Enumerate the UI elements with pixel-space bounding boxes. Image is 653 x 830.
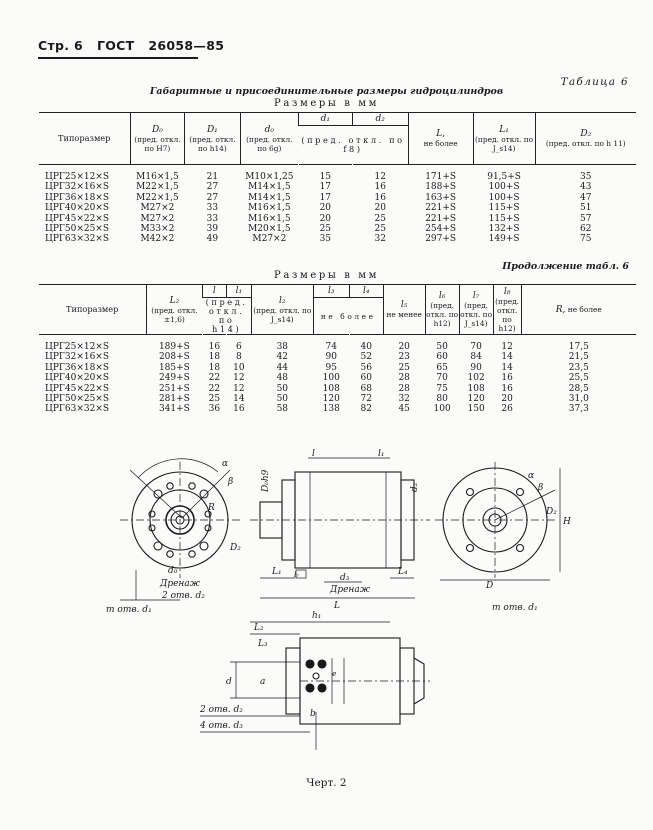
cell-value: 32 bbox=[398, 394, 410, 405]
cell-type: ЦРГ36×18×S bbox=[45, 192, 110, 203]
cell-value: 100 bbox=[322, 373, 340, 384]
table-row bbox=[39, 182, 637, 192]
cell-value: 12 bbox=[501, 342, 513, 352]
label-m-holes-d1-right: m отв. d₁ bbox=[492, 603, 538, 613]
cell-value: 65 bbox=[436, 362, 448, 373]
label-d0: d₀ bbox=[168, 566, 178, 576]
cell-value: 38 bbox=[276, 342, 289, 352]
label-m-holes-d1: m отв. d₁ bbox=[106, 605, 152, 615]
cell-value: 189+S bbox=[158, 342, 190, 352]
label-4-holes-d3: 4 отв. d₃ bbox=[200, 721, 243, 731]
th-R: R, не более bbox=[521, 285, 636, 335]
cell-value: 62 bbox=[580, 224, 592, 235]
label-e: e bbox=[332, 669, 337, 678]
cell-value: 251+S bbox=[158, 383, 190, 394]
cell-value: 149+S bbox=[488, 234, 520, 245]
cell-value: 80 bbox=[436, 394, 448, 405]
cell-value: 12 bbox=[233, 373, 245, 384]
cell-value: 60 bbox=[436, 352, 448, 363]
cell-type: ЦРГ25×12×S bbox=[45, 342, 110, 352]
th-D0: D₀ (пред. откл. по Н7) bbox=[130, 113, 184, 165]
cell-type: ЦРГ36×18×S bbox=[45, 362, 110, 373]
cell-value: 33 bbox=[206, 213, 219, 224]
table-row bbox=[39, 234, 637, 244]
cell-value: 95 bbox=[325, 362, 337, 373]
th-type: Типоразмер bbox=[39, 113, 131, 165]
cell-value: 25 bbox=[374, 224, 386, 235]
label-2-holes-d2: 2 отв. d₂ bbox=[162, 591, 205, 601]
cell-value: 75 bbox=[580, 234, 592, 245]
cell-value: 43 bbox=[580, 182, 592, 193]
cell-value: 49 bbox=[206, 234, 219, 245]
cell-value: 35 bbox=[319, 234, 332, 245]
cell-value: 58 bbox=[276, 404, 289, 415]
cell-value: 21 bbox=[206, 172, 219, 182]
label-l1: l₁ bbox=[378, 449, 385, 459]
table-row bbox=[39, 193, 637, 203]
table-row bbox=[39, 384, 637, 394]
cell-value: 18 bbox=[208, 362, 221, 373]
label-b: b bbox=[310, 709, 316, 719]
label-h1: h₁ bbox=[312, 611, 322, 621]
cell-value: 20 bbox=[398, 342, 410, 352]
label-D2-left: D₂ bbox=[230, 543, 241, 553]
rear-flange-view bbox=[435, 462, 560, 580]
cell-value: 102 bbox=[467, 373, 485, 384]
cell-value: 14 bbox=[501, 352, 513, 363]
cell-type: ЦРГ32×16×S bbox=[45, 352, 110, 363]
label-D: D bbox=[486, 581, 494, 591]
table-row bbox=[39, 352, 637, 362]
cell-value: 100+S bbox=[488, 192, 520, 203]
cell-value: 84 bbox=[470, 352, 482, 363]
cell-value: 42 bbox=[276, 352, 289, 363]
table-row bbox=[39, 165, 637, 183]
cell-value: 52 bbox=[360, 352, 372, 363]
cell-value: 57 bbox=[580, 213, 592, 224]
cell-value: 132+S bbox=[488, 224, 520, 235]
label-drain-left: Дренаж bbox=[160, 579, 200, 589]
cell-value: 72 bbox=[360, 394, 372, 405]
cell-value: 8 bbox=[235, 352, 242, 363]
cell-value: 47 bbox=[580, 192, 592, 203]
cell-value: 14 bbox=[233, 394, 245, 405]
cell-value: 100+S bbox=[488, 182, 520, 193]
cell-value: M10×1,25 bbox=[245, 172, 294, 182]
cell-value: 150 bbox=[467, 404, 485, 415]
page-header bbox=[38, 38, 224, 53]
cell-value: 249+S bbox=[158, 373, 190, 384]
th-d-group-note: (пред. откл. по f8) bbox=[298, 126, 408, 165]
cell-value: 15 bbox=[319, 172, 332, 182]
cell-value: 27 bbox=[206, 182, 219, 193]
cell-value: M20×1,5 bbox=[248, 224, 291, 235]
cell-value: 17 bbox=[319, 182, 332, 193]
th-l1: l₁ bbox=[226, 285, 251, 298]
cell-value: 20 bbox=[319, 203, 332, 214]
cell-value: 138 bbox=[322, 404, 340, 415]
label-l: l bbox=[312, 449, 315, 459]
standard-label: ГОСТ bbox=[96, 38, 135, 53]
cell-value: 48 bbox=[276, 373, 289, 384]
cell-value: 115+S bbox=[488, 213, 520, 224]
cell-value: 188+S bbox=[425, 182, 457, 193]
standard-number: 26058—85 bbox=[148, 38, 225, 53]
th-l7: l₇ (пред. откл. по J_s14) bbox=[459, 285, 493, 335]
cell-value: 25 bbox=[319, 224, 332, 235]
th-D2: D₂ (пред. откл. по h 11) bbox=[535, 113, 636, 165]
cell-value: 50 bbox=[436, 342, 448, 352]
header-rule bbox=[38, 57, 198, 59]
cell-value: M27×2 bbox=[140, 213, 175, 224]
cell-type: ЦРГ32×16×S bbox=[45, 182, 110, 193]
cell-value: 100 bbox=[433, 404, 451, 415]
cell-value: M14×1,5 bbox=[248, 192, 291, 203]
cell-value: 50 bbox=[276, 383, 289, 394]
cell-value: 115+S bbox=[488, 203, 520, 214]
hydrocylinder-drawing bbox=[100, 449, 571, 780]
cell-value: 51 bbox=[580, 203, 592, 214]
cell-type: ЦРГ50×25×S bbox=[45, 394, 110, 405]
cell-value: 16 bbox=[374, 182, 386, 193]
cell-value: 297+S bbox=[425, 234, 457, 245]
cell-type: ЦРГ63×32×S bbox=[45, 404, 110, 415]
label-d2: d₂ bbox=[410, 482, 420, 492]
label-d: d bbox=[226, 677, 232, 687]
cell-value: 20 bbox=[501, 394, 513, 405]
cell-value: 50 bbox=[276, 394, 289, 405]
cell-value: 208+S bbox=[158, 352, 190, 363]
cell-value: 75 bbox=[436, 383, 448, 394]
th-l4: l₄ bbox=[349, 285, 383, 298]
cell-value: 70 bbox=[470, 342, 482, 352]
label-alpha-right: α bbox=[528, 471, 535, 481]
cell-value: 74 bbox=[325, 342, 337, 352]
cell-value: 16 bbox=[501, 383, 513, 394]
cell-value: M27×2 bbox=[252, 234, 287, 245]
cell-value: 22 bbox=[208, 383, 221, 394]
cell-type: ЦРГ45×22×S bbox=[45, 213, 110, 224]
th-l8: l₈ (пред. откл. по h12) bbox=[493, 285, 521, 335]
table-row bbox=[39, 404, 637, 414]
cell-value: 23 bbox=[398, 352, 410, 363]
label-beta: β bbox=[228, 477, 234, 487]
th-l: l bbox=[202, 285, 226, 298]
cell-value: 341+S bbox=[158, 404, 190, 415]
cell-value: 25 bbox=[398, 362, 410, 373]
cell-value: 17 bbox=[319, 192, 332, 203]
cell-value: 22 bbox=[208, 373, 221, 384]
cell-value: 16 bbox=[501, 373, 513, 384]
cell-value: M16×1,5 bbox=[136, 172, 179, 182]
table-2 bbox=[38, 284, 636, 415]
cell-value: 10 bbox=[233, 362, 245, 373]
cell-value: 108 bbox=[467, 383, 485, 394]
cell-value: M27×2 bbox=[140, 203, 175, 214]
cell-value: 33 bbox=[206, 203, 219, 214]
cell-type: ЦРГ40×20×S bbox=[45, 203, 110, 214]
cell-value: 25 bbox=[374, 213, 386, 224]
cell-value: 171+S bbox=[425, 172, 457, 182]
cell-value: 18 bbox=[208, 352, 221, 363]
figure-caption: Черт. 2 bbox=[306, 777, 347, 789]
cell-value: 21,5 bbox=[568, 352, 589, 363]
cell-value: M14×1,5 bbox=[248, 182, 291, 193]
cell-value: 28,5 bbox=[568, 383, 589, 394]
page-number: Стр. 6 bbox=[38, 38, 83, 53]
cell-value: 36 bbox=[208, 404, 221, 415]
label-l7: l₇ bbox=[294, 571, 300, 579]
table-label: Таблица 6 bbox=[560, 76, 629, 88]
table-row bbox=[39, 224, 637, 234]
cell-value: 68 bbox=[360, 383, 372, 394]
th-l3: l₃ bbox=[313, 285, 349, 298]
cell-value: 45 bbox=[398, 404, 410, 415]
cell-value: 254+S bbox=[425, 224, 457, 235]
th-d0: d₀ (пред. откл. по 6g) bbox=[240, 113, 298, 165]
label-L4: L₄ bbox=[398, 567, 408, 577]
th-l-group-note: (пред. откл. по h14) bbox=[202, 298, 251, 335]
cell-value: 82 bbox=[360, 404, 372, 415]
table-title: Габаритные и присоединительные размеры гидроцилиндров bbox=[149, 86, 504, 97]
cell-value: 90 bbox=[325, 352, 337, 363]
cell-value: 27 bbox=[206, 192, 219, 203]
label-D2-right: D₂ bbox=[546, 507, 557, 517]
cell-value: 120 bbox=[322, 394, 340, 405]
cell-value: 37,3 bbox=[568, 404, 589, 415]
th-l2: l₂ (пред. откл. по J_s14) bbox=[251, 285, 313, 335]
cell-value: 31,0 bbox=[568, 394, 589, 405]
cell-value: M16×1,5 bbox=[248, 203, 291, 214]
cell-value: M42×2 bbox=[140, 234, 175, 245]
th-d2: d₂ bbox=[352, 113, 408, 126]
label-a: a bbox=[260, 677, 266, 687]
cell-value: 44 bbox=[276, 362, 289, 373]
cell-value: M16×1,5 bbox=[248, 213, 291, 224]
th-l3-group-note: не более bbox=[313, 298, 383, 335]
th-d1: d₁ bbox=[298, 113, 352, 126]
cell-value: 221+S bbox=[425, 213, 457, 224]
label-d3: d₃ bbox=[340, 573, 350, 583]
cell-value: 20 bbox=[374, 203, 386, 214]
cell-value: 35 bbox=[580, 172, 592, 182]
label-H: H bbox=[563, 517, 571, 527]
cell-value: 185+S bbox=[158, 362, 190, 373]
cell-value: 17,5 bbox=[568, 342, 589, 352]
table2-units: Размеры в мм bbox=[274, 270, 379, 281]
label-D0h9: D₀h9 bbox=[261, 469, 271, 492]
th-L1: L₁ (пред. откл. по J_s14) bbox=[473, 113, 535, 165]
cell-value: 91,5+S bbox=[487, 172, 521, 182]
label-L: L bbox=[334, 601, 340, 611]
cell-value: 23,5 bbox=[568, 362, 589, 373]
th2-type: Типоразмер bbox=[39, 285, 147, 335]
cell-value: 26 bbox=[501, 404, 513, 415]
label-R: R bbox=[208, 503, 215, 513]
cell-type: ЦРГ50×25×S bbox=[45, 224, 110, 235]
table-row bbox=[39, 363, 637, 373]
cell-value: 40 bbox=[360, 342, 372, 352]
cell-value: 70 bbox=[436, 373, 448, 384]
cell-value: 120 bbox=[467, 394, 485, 405]
cell-value: M33×2 bbox=[140, 224, 175, 235]
th-D1: D₁ (пред. откл. по h14) bbox=[184, 113, 240, 165]
cell-value: 28 bbox=[398, 383, 410, 394]
th-l6: l₆ (пред. откл. по h12) bbox=[425, 285, 459, 335]
cell-value: 108 bbox=[322, 383, 340, 394]
continuation-label: Продолжение табл. 6 bbox=[502, 261, 629, 272]
cell-value: 60 bbox=[360, 373, 372, 384]
cell-type: ЦРГ40×20×S bbox=[45, 373, 110, 384]
cell-value: 163+S bbox=[425, 192, 457, 203]
cell-value: M22×1,5 bbox=[136, 192, 179, 203]
label-2-holes-d2-bottom: 2 отв. d₂ bbox=[200, 705, 243, 715]
cell-type: ЦРГ63×32×S bbox=[45, 234, 110, 245]
cell-value: 14 bbox=[501, 362, 513, 373]
label-beta-right: β bbox=[538, 483, 544, 493]
cell-type: ЦРГ25×12×S bbox=[45, 172, 110, 182]
table-row bbox=[39, 394, 637, 404]
cell-type: ЦРГ45×22×S bbox=[45, 383, 110, 394]
label-L3: L₃ bbox=[258, 639, 268, 649]
th-l5: l₅ не менее bbox=[383, 285, 425, 335]
cell-value: 56 bbox=[360, 362, 372, 373]
cell-value: 20 bbox=[319, 213, 332, 224]
table-row bbox=[39, 373, 637, 383]
cell-value: 6 bbox=[235, 342, 242, 352]
label-drain-mid: Дренаж bbox=[330, 585, 370, 595]
label-L1: L₁ bbox=[272, 567, 282, 577]
cell-value: 28 bbox=[398, 373, 410, 384]
label-L2: L₂ bbox=[254, 623, 264, 633]
th-L2: L₂ (пред. откл. ±1,6) bbox=[146, 285, 202, 335]
cell-value: 16 bbox=[233, 404, 245, 415]
cell-value: 25 bbox=[208, 394, 221, 405]
table-1 bbox=[38, 112, 636, 245]
table-row bbox=[39, 214, 637, 224]
table-row bbox=[39, 335, 637, 353]
cell-value: M22×1,5 bbox=[136, 182, 179, 193]
cell-value: 12 bbox=[233, 383, 245, 394]
cell-value: 25,5 bbox=[568, 373, 589, 384]
cell-value: 16 bbox=[208, 342, 221, 352]
table-row bbox=[39, 203, 637, 213]
cell-value: 32 bbox=[374, 234, 386, 245]
cell-value: 221+S bbox=[425, 203, 457, 214]
cell-value: 39 bbox=[206, 224, 219, 235]
cell-value: 90 bbox=[470, 362, 482, 373]
table1-units: Размеры в мм bbox=[274, 98, 379, 109]
cell-value: 12 bbox=[374, 172, 386, 182]
th-L: L, не более bbox=[408, 113, 473, 165]
cell-value: 281+S bbox=[158, 394, 190, 405]
cell-value: 16 bbox=[374, 192, 386, 203]
label-alpha: α bbox=[222, 459, 229, 469]
